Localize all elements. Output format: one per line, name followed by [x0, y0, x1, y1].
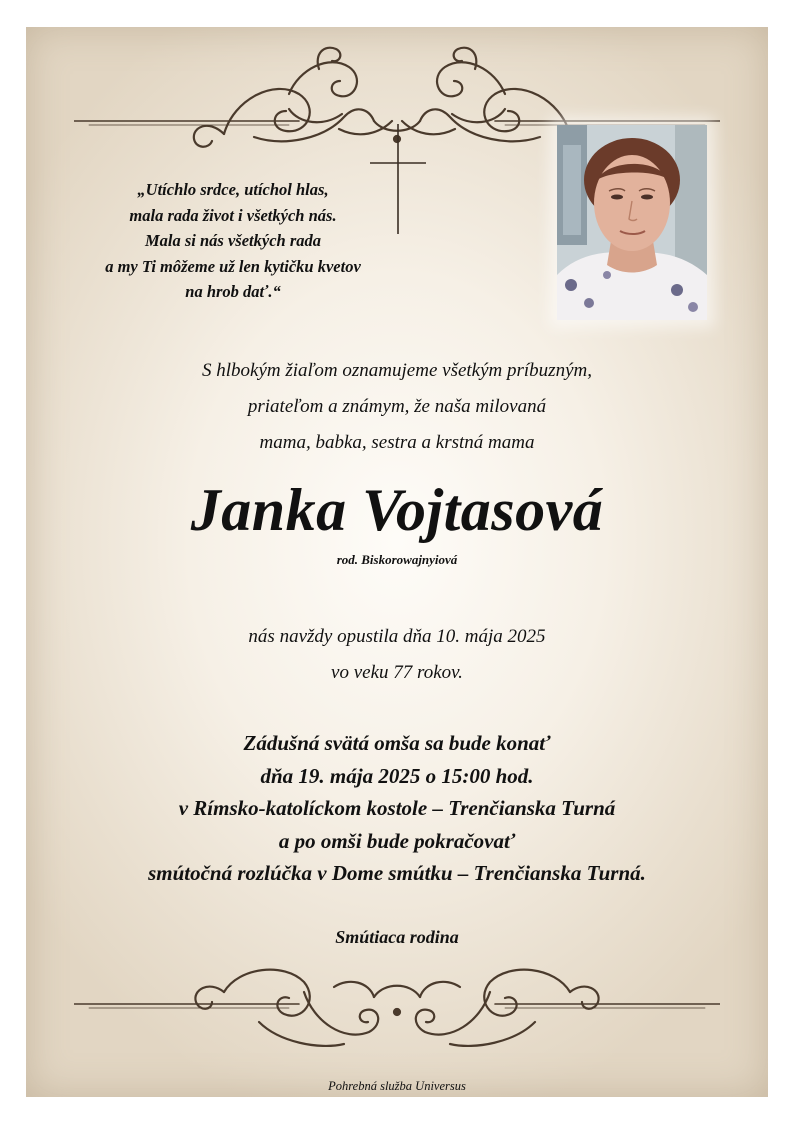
deceased-portrait-photo [557, 125, 707, 320]
funeral-service-footer: Pohrebná služba Universus [328, 1079, 466, 1093]
obituary-card [26, 27, 768, 1097]
verse-line: a my Ti môžeme už len kytičku kvetov [105, 256, 361, 276]
announcement-text [26, 353, 768, 461]
mass-line: v Rímsko-katolíckom kostole – Trenčianska Turná [178, 796, 616, 820]
mass-line: a po omši bude pokračovať [278, 828, 516, 853]
death-date-line: nás navždy opustila dňa 10. mája 2025 [248, 626, 546, 647]
deceased-name: Janka Vojtasová [190, 477, 604, 543]
bottom-flourish-ornament [74, 962, 720, 1062]
portrait-image [557, 125, 707, 320]
verse-line: Mala si nás všetkých rada [144, 231, 321, 250]
announcement-line: S hlbokým žiaľom oznamujeme všetkým príbuzným, [201, 360, 592, 381]
memorial-verse [68, 177, 398, 305]
mass-line: smútočná rozlúčka v Dome smútku – Trenčianska Turná. [148, 861, 646, 885]
maiden-name: rod. Biskorowajnyiová [336, 552, 458, 567]
announcement-line: mama, babka, sestra a krstná mama [259, 432, 535, 453]
verse-line: na hrob dať.“ [185, 282, 281, 301]
funeral-mass-info [26, 727, 768, 890]
mass-line: Zádušná svätá omša sa bude konať [243, 731, 551, 755]
announcement-line: priateľom a známym, že naša milovaná [247, 396, 547, 417]
verse-line: „Utíchlo srdce, utíchol hlas, [137, 180, 329, 199]
mass-line: dňa 19. mája 2025 o 15:00 hod. [260, 763, 534, 788]
verse-line: mala rada život i všetkých nás. [129, 205, 337, 225]
mourning-family: Smútiaca rodina [335, 927, 459, 947]
age-line: vo veku 77 rokov. [331, 662, 463, 683]
death-info [26, 619, 768, 691]
